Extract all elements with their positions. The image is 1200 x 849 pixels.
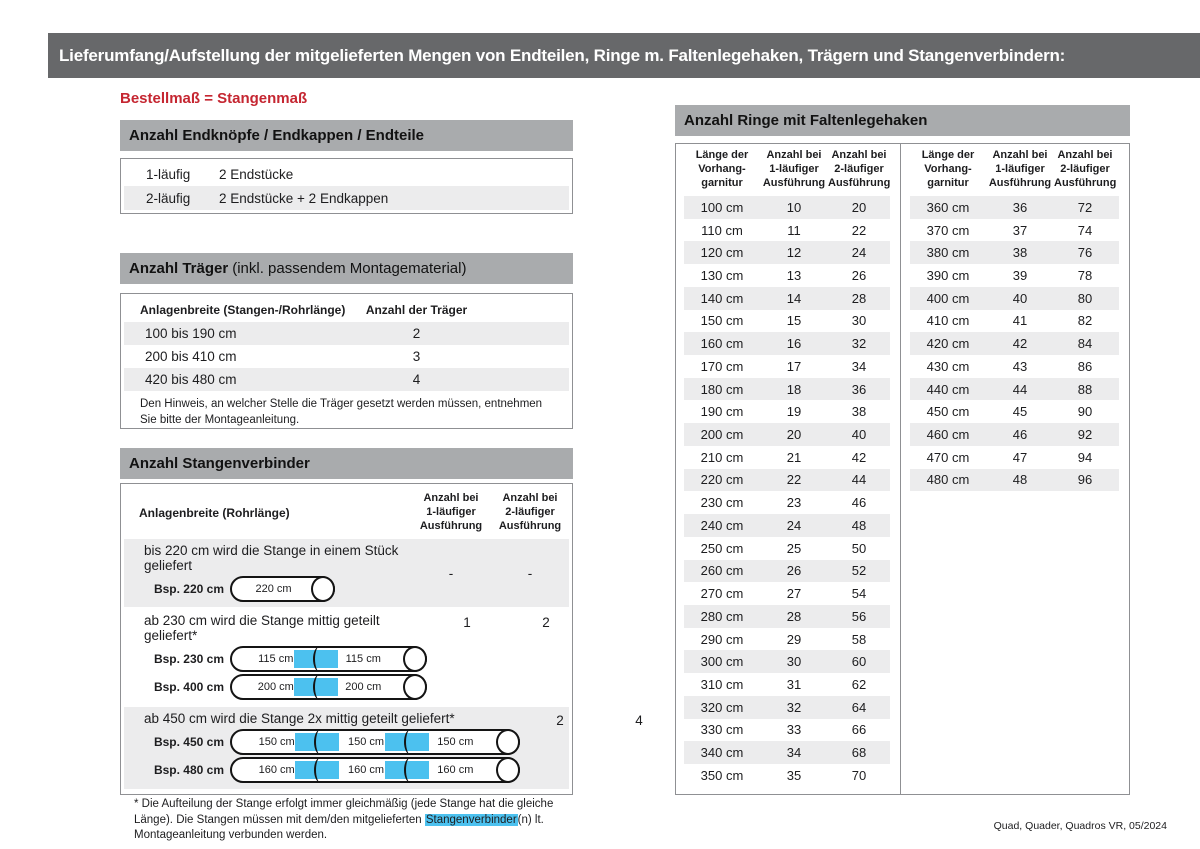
- rings-count-2-run: 24: [851, 245, 867, 261]
- ring-table-row: [910, 469, 1119, 492]
- ring-table-row: [910, 287, 1119, 310]
- stangenverbinder-table: [120, 483, 643, 842]
- rings-count-1-run: 22: [786, 472, 802, 488]
- ring-table-row: [684, 560, 890, 583]
- garniture-length: 440 cm: [926, 381, 970, 397]
- rings-table: [675, 143, 1130, 795]
- garniture-length: 150 cm: [700, 313, 744, 329]
- garniture-length: 200 cm: [700, 427, 744, 443]
- rings-count-2-run: 58: [851, 631, 867, 647]
- footnote-text: (n) lt. Montageanleitung verbunden werden.: [134, 813, 544, 842]
- ring-table-row: [910, 378, 1119, 401]
- header-line: 2-läufiger: [834, 163, 884, 176]
- ring-table-row: [684, 764, 890, 787]
- garniture-length: 450 cm: [926, 404, 970, 420]
- rings-count-2-run: 86: [1077, 358, 1093, 374]
- section-header-stangenverbinder: [120, 448, 573, 479]
- garniture-length: 230 cm: [700, 495, 744, 511]
- rod-end-cap-icon: [496, 757, 520, 783]
- rod-segment-length: 115 cm: [258, 653, 294, 665]
- footnote-text: * Die Aufteilung der Stange erfolgt immer gleichmäßig (jede Stange hat die gleiche Länge). Die Stangen müssen mit dem/den mitgelieferten: [134, 798, 554, 826]
- garniture-length: 480 cm: [926, 472, 970, 488]
- garniture-length: 190 cm: [700, 404, 744, 420]
- section-title-ringe: Anzahl Ringe mit Faltenlegehaken: [684, 112, 928, 129]
- rings-count-2-run: 48: [851, 517, 867, 533]
- rings-count-1-run: 30: [786, 654, 802, 670]
- rings-count-1-run: 31: [786, 676, 802, 692]
- rod-example-label: Bsp. 450 cm: [153, 735, 224, 749]
- header-line: 1-läufiger: [426, 506, 476, 519]
- ring-table-row: [684, 469, 890, 492]
- mounting-note: Den Hinweis, an welcher Stelle die Träger gesetzt werden müssen, entnehmen Sie bitte der Montageanleitung.: [140, 398, 543, 426]
- section-title-endteile: Anzahl Endknöpfe / Endkappen / Endteile: [129, 127, 425, 144]
- rings-table-right: [902, 144, 1129, 794]
- header-line: Anzahl bei: [502, 492, 558, 505]
- rod-diagram: [230, 674, 427, 700]
- header-line: 1-läufiger: [769, 163, 819, 176]
- rings-count-1-run: 20: [786, 427, 802, 443]
- ring-table-row: [910, 446, 1119, 469]
- rings-count-1-run: 44: [1012, 381, 1028, 397]
- rod-end-cap-icon: [403, 646, 427, 672]
- rings-count-2-run: 30: [851, 313, 867, 329]
- rings-count-1-run: 11: [787, 222, 801, 238]
- connector-count-1-run: 1: [463, 615, 471, 630]
- rings-count-2-run: 94: [1077, 449, 1093, 465]
- table-row: [124, 609, 569, 705]
- section-title-stangenverbinder: Anzahl Stangenverbinder: [129, 455, 310, 472]
- parts-value: 2 Endstücke + 2 Endkappen: [219, 190, 389, 206]
- rings-count-1-run: 32: [786, 699, 802, 715]
- garniture-length: 140 cm: [700, 290, 744, 306]
- rings-count-2-run: 44: [851, 472, 867, 488]
- garniture-length: 310 cm: [700, 676, 744, 692]
- header-line: Ausführung: [762, 176, 826, 189]
- ring-table-row: [684, 400, 890, 423]
- header-line: 2-läufiger: [1060, 163, 1110, 176]
- table-row: [124, 368, 569, 391]
- width-range: 100 bis 190 cm: [145, 326, 237, 341]
- garniture-length: 340 cm: [700, 745, 744, 761]
- table-row: [124, 707, 643, 789]
- ring-rows-left: [676, 196, 900, 787]
- rings-count-1-run: 19: [786, 404, 802, 420]
- column-header-length: [684, 149, 760, 190]
- connector-count-2-run: -: [527, 565, 533, 581]
- rings-count-2-run: 74: [1077, 222, 1093, 238]
- header-line: Vorhang-: [698, 163, 746, 176]
- table-header-row: [684, 144, 890, 196]
- rod-segment-length: 220 cm: [255, 583, 292, 595]
- garniture-length: 320 cm: [700, 699, 744, 715]
- ring-table-row: [910, 219, 1119, 242]
- garniture-length: 160 cm: [700, 336, 744, 352]
- rod-diagram: [230, 646, 427, 672]
- table-row: [124, 539, 569, 607]
- rings-count-1-run: 28: [786, 608, 802, 624]
- connector-count-1-run: 2: [556, 713, 564, 728]
- rings-count-1-run: 18: [786, 381, 802, 397]
- ring-table-row: [910, 310, 1119, 333]
- rod-example: [124, 757, 520, 783]
- rings-count-2-run: 32: [851, 336, 867, 352]
- rings-count-1-run: 12: [786, 245, 802, 261]
- rings-count-2-run: 92: [1077, 427, 1093, 443]
- section-title-traeger: Anzahl Träger: [129, 260, 229, 277]
- ring-table-row: [684, 719, 890, 742]
- rings-count-1-run: 26: [786, 563, 802, 579]
- garniture-length: 220 cm: [700, 472, 744, 488]
- rings-count-1-run: 25: [786, 540, 802, 556]
- ring-table-row: [684, 537, 890, 560]
- ring-table-row: [684, 310, 890, 333]
- garniture-length: 110 cm: [701, 222, 743, 238]
- garniture-length: 470 cm: [926, 449, 970, 465]
- garniture-length: 400 cm: [926, 290, 970, 306]
- joint-arc-icon: [313, 646, 327, 672]
- header-line: Anzahl bei: [831, 149, 887, 162]
- column-header-count: Anzahl der Träger: [365, 302, 468, 317]
- garniture-length: 240 cm: [700, 517, 744, 533]
- ring-table-row: [684, 741, 890, 764]
- rings-count-2-run: 52: [851, 563, 867, 579]
- rod-example: [124, 729, 520, 755]
- connector-count-2-run: 4: [635, 713, 643, 728]
- rings-count-2-run: 40: [851, 427, 867, 443]
- header-line: Länge der: [921, 149, 975, 162]
- ring-table-row: [684, 514, 890, 537]
- rod-end-cap-icon: [311, 576, 335, 602]
- header-line: Ausführung: [828, 176, 891, 189]
- rings-count-2-run: 96: [1077, 472, 1093, 488]
- garniture-length: 210 cm: [700, 449, 744, 465]
- page-title-banner: [48, 33, 1200, 78]
- rings-count-2-run: 80: [1077, 290, 1093, 306]
- section-header-endteile: [120, 120, 573, 151]
- rings-count-2-run: 78: [1077, 268, 1093, 284]
- rings-count-2-run: 70: [851, 767, 867, 783]
- rings-count-1-run: 14: [786, 290, 802, 306]
- rings-count-2-run: 76: [1077, 245, 1093, 261]
- rings-count-1-run: 39: [1012, 268, 1028, 284]
- header-line: Ausführung: [988, 176, 1052, 189]
- rod-segment-length: 160 cm: [437, 764, 474, 776]
- rod-segment-length: 115 cm: [345, 653, 381, 665]
- ring-table-row: [684, 378, 890, 401]
- rings-count-2-run: 60: [851, 654, 867, 670]
- table-row: [124, 162, 569, 186]
- ring-table-row: [684, 264, 890, 287]
- carrier-count: 2: [412, 326, 421, 341]
- column-header-2-run: [828, 149, 890, 190]
- ring-table-row: [910, 355, 1119, 378]
- garniture-length: 360 cm: [926, 199, 970, 215]
- header-line: Anzahl bei: [766, 149, 822, 162]
- rings-count-2-run: 36: [851, 381, 867, 397]
- header-line: garnitur: [927, 176, 969, 189]
- rings-count-1-run: 41: [1012, 313, 1028, 329]
- header-line: Anzahl bei: [1057, 149, 1113, 162]
- ring-table-row: [684, 355, 890, 378]
- ring-table-row: [684, 491, 890, 514]
- garniture-length: 380 cm: [926, 245, 970, 261]
- ring-table-row: [684, 582, 890, 605]
- rings-count-2-run: 42: [851, 449, 867, 465]
- rod-example-label: Bsp. 230 cm: [153, 652, 224, 666]
- footnote-highlight: Stangenverbinder: [425, 813, 517, 826]
- rod-segment-length: 200 cm: [257, 681, 294, 693]
- garniture-length: 300 cm: [700, 654, 744, 670]
- rings-count-2-run: 50: [851, 540, 867, 556]
- garniture-length: 130 cm: [700, 268, 744, 284]
- rod-segment-length: 160 cm: [258, 764, 295, 776]
- rod-diagram: [230, 757, 520, 783]
- ring-table-row: [684, 287, 890, 310]
- column-header-length: [910, 149, 986, 190]
- column-header-2-run: [1054, 149, 1116, 190]
- section-header-ringe: [675, 105, 1130, 136]
- traeger-table: [120, 293, 573, 429]
- table-header-row: [124, 487, 569, 539]
- garniture-length: 370 cm: [926, 222, 970, 238]
- column-header-1-run: [986, 149, 1054, 190]
- rings-count-1-run: 29: [786, 631, 802, 647]
- column-header-1-run: [760, 149, 828, 190]
- rings-count-2-run: 90: [1077, 404, 1093, 420]
- rings-count-2-run: 66: [851, 722, 867, 738]
- order-measure-note: Bestellmaß = Stangenmaß: [120, 90, 308, 107]
- rings-count-2-run: 84: [1077, 336, 1093, 352]
- garniture-length: 410 cm: [926, 313, 970, 329]
- carrier-count: 4: [412, 372, 421, 387]
- ring-table-row: [684, 219, 890, 242]
- rings-count-1-run: 24: [786, 517, 802, 533]
- rings-count-1-run: 48: [1012, 472, 1028, 488]
- garniture-length: 330 cm: [700, 722, 744, 738]
- rings-count-2-run: 46: [851, 495, 867, 511]
- ring-table-row: [910, 241, 1119, 264]
- ring-table-row: [910, 264, 1119, 287]
- rings-count-2-run: 62: [851, 676, 867, 692]
- rule-text: bis 220 cm wird die Stange in einem Stück geliefert: [144, 543, 399, 573]
- rod-end-cap-icon: [496, 729, 520, 755]
- garniture-length: 260 cm: [700, 563, 744, 579]
- table-header-row: [910, 144, 1119, 196]
- table-row: [124, 345, 569, 368]
- header-line: Länge der: [695, 149, 749, 162]
- rings-count-1-run: 46: [1012, 427, 1028, 443]
- ring-table-row: [684, 650, 890, 673]
- rings-count-1-run: 36: [1012, 199, 1028, 215]
- ring-table-row: [684, 628, 890, 651]
- rings-count-1-run: 34: [786, 745, 802, 761]
- run-type: 1-läufig: [146, 166, 191, 182]
- garniture-length: 430 cm: [926, 358, 970, 374]
- rings-count-2-run: 64: [851, 699, 867, 715]
- rod-example-label: Bsp. 400 cm: [153, 680, 224, 694]
- rod-segment-length: 160 cm: [347, 764, 385, 776]
- width-range: 420 bis 480 cm: [145, 372, 237, 387]
- column-header-1-run: [411, 492, 491, 533]
- rod-example-label: Bsp. 480 cm: [153, 763, 224, 777]
- garniture-length: 250 cm: [700, 540, 744, 556]
- ring-table-row: [910, 332, 1119, 355]
- rule-text: ab 450 cm wird die Stange 2x mittig geteilt geliefert*: [144, 711, 455, 726]
- rings-count-2-run: 22: [851, 222, 867, 238]
- header-line: 1-läufiger: [995, 163, 1045, 176]
- garniture-length: 290 cm: [700, 631, 744, 647]
- section-header-traeger: [120, 253, 573, 284]
- rule-text: ab 230 cm wird die Stange mittig geteilt geliefert*: [144, 613, 380, 643]
- garniture-length: 460 cm: [926, 427, 970, 443]
- rings-count-1-run: 23: [786, 495, 802, 511]
- header-line: 2-läufiger: [505, 506, 555, 519]
- ring-table-row: [684, 696, 890, 719]
- endteile-table: [120, 158, 573, 214]
- header-line: Anzahl bei: [423, 492, 479, 505]
- rings-count-1-run: 27: [786, 586, 802, 602]
- joint-arc-icon: [404, 757, 418, 783]
- ring-table-row: [684, 196, 890, 219]
- ring-table-row: [684, 332, 890, 355]
- rings-count-2-run: 20: [851, 199, 867, 215]
- rod-segment-length: 200 cm: [345, 681, 382, 693]
- row-description: [124, 539, 411, 607]
- rings-count-1-run: 17: [786, 358, 802, 374]
- rings-count-2-run: 34: [851, 358, 867, 374]
- carrier-count: 3: [412, 349, 421, 364]
- header-line: Ausführung: [498, 519, 562, 532]
- garniture-length: 120 cm: [700, 245, 744, 261]
- rings-count-2-run: 54: [851, 586, 867, 602]
- ring-table-row: [684, 673, 890, 696]
- row-description: [124, 609, 427, 705]
- ring-table-row: [684, 241, 890, 264]
- parts-value: 2 Endstücke: [219, 166, 294, 182]
- rings-count-2-run: 88: [1077, 381, 1093, 397]
- column-header-width: Anlagenbreite (Stangen-/Rohrlänge): [140, 302, 346, 317]
- page-title: Lieferumfang/Aufstellung der mitgelieferten Mengen von Endteilen, Ringe m. Faltenlegehaken, Trägern und Stangenverbindern:: [59, 45, 1066, 65]
- width-range: 200 bis 410 cm: [145, 349, 237, 364]
- ring-table-row: [684, 423, 890, 446]
- ring-table-row: [910, 196, 1119, 219]
- rings-count-1-run: 45: [1012, 404, 1028, 420]
- rings-count-1-run: 33: [786, 722, 802, 738]
- rod-example-label: Bsp. 220 cm: [153, 582, 224, 596]
- rod-diagram: [230, 576, 335, 602]
- joint-arc-icon: [313, 674, 327, 700]
- header-line: Anzahl bei: [992, 149, 1048, 162]
- garniture-length: 350 cm: [700, 767, 744, 783]
- rings-count-1-run: 43: [1012, 358, 1028, 374]
- column-header-2-run: [491, 492, 569, 533]
- ring-table-row: [684, 446, 890, 469]
- rings-count-2-run: 38: [851, 404, 867, 420]
- table-header-row: [124, 297, 569, 322]
- rod-segment-length: 150 cm: [258, 736, 295, 748]
- rod-example: [124, 674, 427, 700]
- ring-table-row: [910, 423, 1119, 446]
- header-line: Ausführung: [1054, 176, 1117, 189]
- rings-count-1-run: 42: [1012, 336, 1028, 352]
- rod-segment-length: 150 cm: [437, 736, 474, 748]
- garniture-length: 170 cm: [700, 358, 744, 374]
- header-line: Vorhang-: [924, 163, 972, 176]
- rings-table-left: [676, 144, 901, 794]
- connector-count-1-run: -: [448, 565, 454, 581]
- rings-count-2-run: 82: [1077, 313, 1093, 329]
- ring-table-row: [910, 400, 1119, 423]
- rings-count-2-run: 28: [851, 290, 867, 306]
- garniture-length: 420 cm: [926, 336, 970, 352]
- garniture-length: 280 cm: [700, 608, 744, 624]
- header-line: Ausführung: [419, 519, 483, 532]
- rings-count-1-run: 13: [786, 268, 802, 284]
- ring-table-row: [684, 605, 890, 628]
- rings-count-1-run: 15: [786, 313, 802, 329]
- rings-count-1-run: 47: [1012, 449, 1028, 465]
- rod-diagram: [230, 729, 520, 755]
- run-type: 2-läufig: [146, 190, 191, 206]
- column-header-width: Anlagenbreite (Rohrlänge): [139, 506, 290, 520]
- section-subtitle-traeger: (inkl. passendem Montagematerial): [232, 260, 467, 277]
- table-row: [124, 322, 569, 345]
- row-description: [124, 707, 520, 789]
- rings-count-1-run: 16: [786, 336, 802, 352]
- rod-example: [124, 576, 411, 602]
- rings-count-2-run: 56: [851, 608, 867, 624]
- rings-count-2-run: 72: [1077, 199, 1093, 215]
- rings-count-1-run: 21: [786, 449, 802, 465]
- rings-count-1-run: 38: [1012, 245, 1028, 261]
- rings-count-1-run: 10: [786, 199, 802, 215]
- rings-count-1-run: 37: [1012, 222, 1028, 238]
- rod-end-cap-icon: [403, 674, 427, 700]
- garniture-length: 180 cm: [700, 381, 744, 397]
- rings-count-2-run: 68: [851, 745, 867, 761]
- garniture-length: 270 cm: [700, 586, 744, 602]
- rod-example: [124, 646, 427, 672]
- garniture-length: 390 cm: [926, 268, 970, 284]
- footnote: [124, 789, 569, 844]
- ring-rows-right: [902, 196, 1129, 491]
- table-row: [124, 186, 569, 210]
- document-version: Quad, Quader, Quadros VR, 05/2024: [993, 820, 1167, 832]
- rings-count-1-run: 35: [786, 767, 802, 783]
- rings-count-1-run: 40: [1012, 290, 1028, 306]
- rod-segment-length: 150 cm: [347, 736, 385, 748]
- rings-count-2-run: 26: [851, 268, 867, 284]
- header-line: garnitur: [701, 176, 743, 189]
- garniture-length: 100 cm: [700, 199, 744, 215]
- connector-count-2-run: 2: [542, 615, 550, 630]
- joint-arc-icon: [404, 729, 418, 755]
